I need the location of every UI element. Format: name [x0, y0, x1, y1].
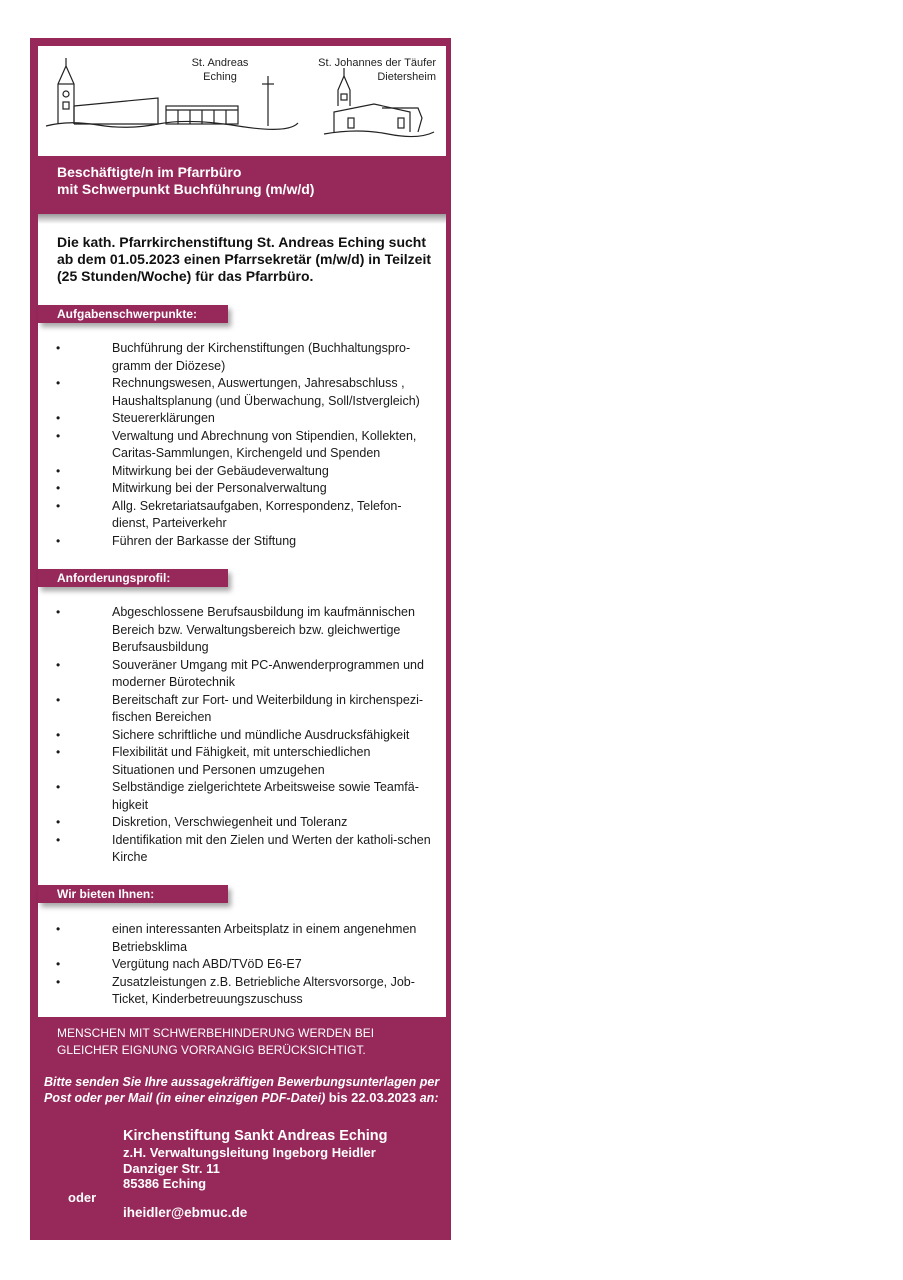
- left-church-place: Eching: [203, 71, 237, 83]
- bullet: •: [56, 922, 61, 936]
- disability-notice: MENSCHEN MIT SCHWERBEHINDERUNG WERDEN BEI GLEICHER EIGNUNG VORRANGIG BERÜCKSICHTIGT.: [57, 1026, 375, 1057]
- list-item-text: Vergütung nach ABD/TVöD E6-E7: [112, 957, 302, 971]
- list-item-text: Steuererklärungen: [112, 411, 215, 425]
- list-item-text: Sichere schriftliche und mündliche Ausdrucksfähigkeit: [112, 727, 410, 742]
- list-item-text: Diskretion, Verschwiegenheit und Toleranz: [112, 815, 348, 829]
- address-org: Kirchenstiftung Sankt Andreas Eching: [123, 1128, 388, 1144]
- list-item-text: Mitwirkung bei der Gebäudeverwaltung: [112, 463, 329, 478]
- list-item: [38, 692, 446, 727]
- bullet: •: [56, 341, 61, 355]
- list-item: [38, 956, 446, 974]
- list-item: [38, 375, 446, 410]
- list-item-text: Identifikation mit den Zielen und Werten der katholi-schen Kirche: [112, 832, 431, 864]
- tasks-list: [38, 340, 446, 550]
- list-item: [38, 744, 446, 779]
- list-item-text: Verwaltung und Abrechnung von Stipendien, Kollekten, Caritas-Sammlungen, Kirchengeld und Spenden: [112, 428, 417, 460]
- or-label: oder: [68, 1190, 97, 1205]
- section-offers-heading: Wir bieten Ihnen:: [38, 885, 228, 903]
- bullet: •: [56, 481, 61, 495]
- bullet: •: [56, 498, 61, 513]
- list-item: [38, 604, 446, 657]
- apply-deadline: bis 22.03.2023: [328, 1090, 417, 1105]
- list-item-text: Zusatzleistungen z.B. Betriebliche Altersvorsorge, Job-Ticket, Kinderbetreuungszuschuss: [112, 974, 415, 1006]
- address-attn: z.H. Verwaltungsleitung Ingeborg Heidler: [123, 1145, 376, 1160]
- bullet: •: [56, 974, 61, 989]
- job-title: [57, 164, 437, 198]
- bullet: •: [56, 428, 61, 443]
- address-city: 85386 Eching: [123, 1176, 207, 1191]
- logo-header: [38, 46, 446, 156]
- section-tasks-heading: Aufgabenschwerpunkte:: [38, 305, 228, 323]
- apply-text: Bitte senden Sie Ihre aussagekräftigen Bewerbungsunterlagen per Post oder per Mail (in einer einzigen PDF-Datei): [44, 1075, 440, 1105]
- list-item-text: Buchführung der Kirchenstiftungen (Buchhaltungspro-gramm der Diözese): [112, 341, 411, 373]
- list-item: [38, 832, 446, 867]
- bullet: •: [56, 780, 61, 794]
- bullet: •: [56, 463, 61, 478]
- requirements-list: [38, 604, 446, 867]
- list-item-text: Flexibilität und Fähigkeit, mit unterschiedlichen Situationen und Personen umzugehen: [112, 745, 371, 777]
- ad-content: [38, 214, 446, 1017]
- list-item: [38, 463, 446, 481]
- list-item: [38, 410, 446, 428]
- list-item-text: Führen der Barkasse der Stiftung: [112, 533, 297, 548]
- bullet: •: [56, 376, 61, 390]
- list-item: [38, 921, 446, 956]
- list-item-text: Abgeschlossene Berufsausbildung im kaufmännischen Bereich bzw. Verwaltungsbereich bzw. gleichwertige Berufsausbildung: [112, 605, 415, 654]
- address-street: Danziger Str. 11: [123, 1160, 220, 1176]
- list-item-text: Mitwirkung bei der Personalverwaltung: [112, 481, 327, 495]
- application-instructions: [44, 1074, 442, 1106]
- list-item-text: Souveräner Umgang mit PC-Anwenderprogrammen und moderner Bürotechnik: [112, 657, 424, 689]
- bullet: •: [56, 727, 61, 742]
- right-church-place: Dietersheim: [377, 71, 436, 83]
- right-church-name: St. Johannes der Täufer: [318, 57, 436, 69]
- section-requirements-heading: Anforderungsprofil:: [38, 569, 228, 587]
- intro-paragraph: Die kath. Pfarrkirchenstiftung St. Andreas Eching sucht ab dem 01.05.2023 einen Pfarrsekretär (m/w/d) in Teilzeit (25 Stunden/Woche) für das Pfarrbüro.: [57, 234, 432, 284]
- job-title-line-2: mit Schwerpunkt Buchführung (m/w/d): [57, 181, 315, 197]
- bullet: •: [56, 605, 61, 619]
- job-title-line-1: Beschäftigte/n im Pfarrbüro: [57, 164, 242, 180]
- bullet: •: [56, 657, 61, 672]
- list-item-text: Rechnungswesen, Auswertungen, Jahresabschluss , Haushaltsplanung (und Überwachung, Soll/Istvergleich): [112, 376, 420, 408]
- offers-list: [38, 921, 446, 1009]
- postal-address: [123, 1128, 443, 1192]
- list-item: [38, 498, 446, 533]
- list-item: [38, 340, 446, 375]
- list-item-text: Bereitschaft zur Fort- und Weiterbildung in kirchenspezi-fischen Bereichen: [112, 692, 424, 724]
- list-item: [38, 428, 446, 463]
- list-item-text: Selbständige zielgerichtete Arbeitsweise sowie Teamfä-higkeit: [112, 780, 419, 812]
- list-item: [38, 727, 446, 745]
- email-link[interactable]: iheidler@ebmuc.de: [123, 1205, 248, 1220]
- bullet: •: [56, 533, 61, 548]
- content-shadow: [38, 214, 446, 224]
- bullet: •: [56, 692, 61, 707]
- list-item-text: einen interessanten Arbeitsplatz in einem angenehmen Betriebsklima: [112, 922, 417, 954]
- list-item: [38, 480, 446, 498]
- bullet: •: [56, 957, 61, 971]
- bullet: •: [56, 815, 61, 829]
- bullet: •: [56, 745, 61, 759]
- apply-suffix: an:: [419, 1091, 439, 1105]
- list-item: [38, 814, 446, 832]
- list-item: [38, 533, 446, 551]
- bullet: •: [56, 411, 61, 425]
- list-item: [38, 779, 446, 814]
- left-church-label: [160, 56, 280, 84]
- list-item-text: Allg. Sekretariatsaufgaben, Korrespondenz, Telefon-dienst, Parteiverkehr: [112, 498, 402, 530]
- left-church-name: St. Andreas: [191, 57, 249, 69]
- list-item: [38, 657, 446, 692]
- right-church-label: [276, 56, 436, 84]
- bullet: •: [56, 832, 61, 847]
- list-item: [38, 974, 446, 1009]
